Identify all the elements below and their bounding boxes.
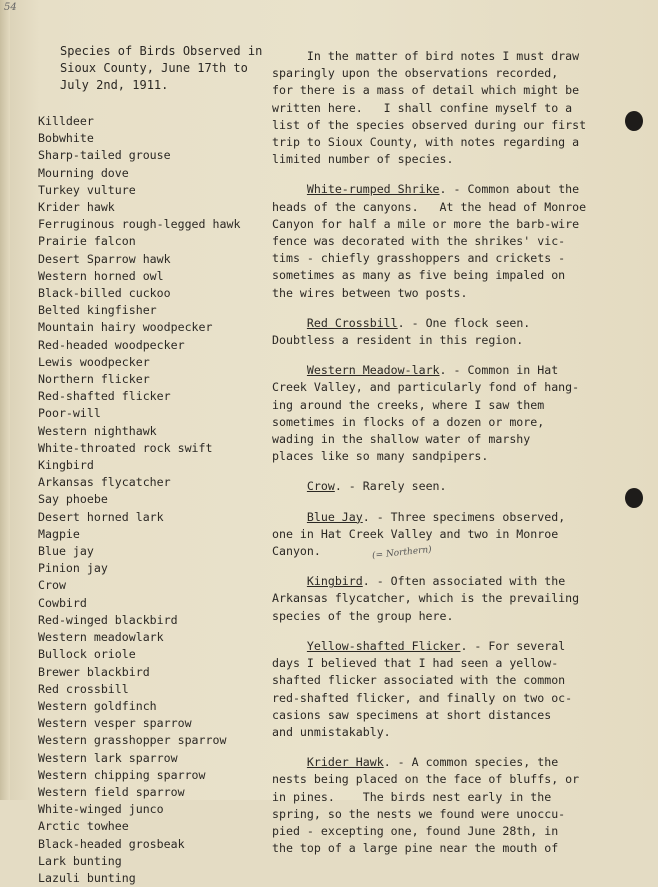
punch-hole-top — [625, 111, 643, 131]
species-item: Western lark sparrow — [38, 750, 178, 765]
species-item: Arctic towhee — [38, 819, 129, 834]
species-item: Magpie — [38, 526, 80, 541]
species-item: Red-headed woodpecker — [38, 337, 185, 352]
species-item: Northern flicker — [38, 372, 150, 387]
species-note-text: . - Common about the heads of the canyons. At the head of Monroe Canyon for half a mile or more the barb-wire fence was decorated with the shrikes' vic- tims - chiefly grasshoppers and crickets - sometimes as many as five being impaled on the wires between two posts. — [272, 182, 587, 300]
species-item: Desert Sparrow hawk — [38, 251, 171, 266]
species-item: Lark bunting — [38, 853, 122, 868]
species-note-name: Krider Hawk — [306, 755, 384, 770]
species-note — [272, 478, 612, 495]
species-item: Pinion jay — [38, 561, 108, 576]
species-item: Brewer blackbird — [38, 664, 150, 679]
species-note-name: Kingbird — [306, 574, 363, 589]
species-item: Krider hawk — [38, 200, 115, 215]
species-item: Western horned owl — [38, 268, 164, 283]
species-list-column — [38, 43, 278, 887]
species-note-text: . - Common in Hat Creek Valley, and particularly fond of hang- ing around the creeks, where I saw them sometimes in flocks of a dozen or more, wading in the shallow water of marshy places like so many sandpipers. — [272, 363, 580, 464]
species-item: Say phoebe — [38, 492, 108, 507]
species-note-text: . - A common species, the nests being placed on the face of bluffs, or in pines. The birds nest early in the spring, so the nests we found were unoccu- pied - excepting one, found June 28th, in the top of a large pine near the mouth of — [272, 755, 580, 856]
species-item: Bullock oriole — [38, 647, 136, 662]
species-note-name: White-rumped Shrike — [306, 182, 440, 197]
species-item: Killdeer — [38, 114, 94, 128]
species-item: Ferruginous rough-legged hawk — [38, 217, 241, 232]
species-note-name: Blue Jay — [306, 509, 363, 524]
species-item: Red crossbill — [38, 681, 129, 696]
species-item: Poor-will — [38, 406, 101, 421]
species-note-text: . - Three specimens observed, one in Hat Creek Valley and two in Monroe Canyon. — [272, 509, 566, 559]
species-item: Blue jay — [38, 544, 94, 559]
species-note-text: . - Rarely seen. — [334, 479, 447, 494]
species-note-name: Crow — [306, 479, 335, 494]
punch-hole-bottom — [625, 488, 643, 508]
species-item: Red-winged blackbird — [38, 612, 178, 627]
species-item: Black-billed cuckoo — [38, 286, 171, 301]
binding-edge — [0, 0, 10, 800]
species-note — [272, 638, 612, 741]
species-note-text: . - For several days I believed that I had seen a yellow- shafted flicker associated with the common red-shafted flicker, and finally on two oc- casions saw specimens at short distances and unmistakably. — [272, 638, 573, 739]
page-number: 54 — [4, 2, 17, 13]
species-note — [272, 573, 612, 625]
species-note-text: . - Often associated with the Arkansas flycatcher, which is the prevailing species of the group here. — [272, 574, 580, 623]
species-item: Western goldfinch — [38, 698, 157, 713]
species-item: Turkey vulture — [38, 182, 136, 197]
species-note-name: Western Meadow-lark — [306, 363, 440, 378]
species-item: Desert horned lark — [38, 509, 164, 524]
intro-paragraph: In the matter of bird notes I must draw sparingly upon the observations recorded, for there is a mass of detail which might be written here. I shall confine myself to a list of the species observed during our first trip to Sioux County, with notes regarding a limited number of species. — [272, 49, 587, 167]
species-item: Western nighthawk — [38, 423, 157, 438]
species-item: Belted kingfisher — [38, 303, 157, 318]
species-item: Cowbird — [38, 595, 87, 610]
species-item: Western meadowlark — [38, 630, 164, 645]
species-note-name: Yellow-shafted Flicker — [306, 638, 461, 653]
species-item: Lazuli bunting — [38, 870, 136, 885]
species-item: Prairie falcon — [38, 234, 136, 249]
species-note — [272, 315, 612, 349]
species-list — [38, 113, 278, 887]
species-item: White-throated rock swift — [38, 440, 213, 455]
species-item: White-winged junco — [38, 802, 164, 817]
species-item: Kingbird — [38, 458, 94, 473]
species-item: Western grasshopper sparrow — [38, 733, 227, 748]
bird-notes-column — [272, 48, 612, 870]
species-note — [272, 362, 612, 465]
species-note-name: Red Crossbill — [306, 315, 398, 330]
species-item: Lewis woodpecker — [38, 354, 150, 369]
species-note — [272, 754, 612, 857]
species-item: Red-shafted flicker — [38, 389, 171, 404]
species-item: Mountain hairy woodpecker — [38, 320, 213, 335]
species-item: Sharp-tailed grouse — [38, 148, 171, 163]
species-item: Bobwhite — [38, 131, 94, 146]
species-note — [272, 181, 612, 301]
species-item: Black-headed grosbeak — [38, 836, 185, 851]
species-item: Western field sparrow — [38, 784, 185, 799]
species-item: Arkansas flycatcher — [38, 475, 171, 490]
species-item: Western chipping sparrow — [38, 767, 206, 782]
species-item: Mourning dove — [38, 165, 129, 180]
species-item: Crow — [38, 578, 66, 593]
handwritten-annotation: (= Northern) — [371, 544, 433, 562]
species-note — [272, 509, 612, 561]
list-title: Species of Birds Observed in Sioux County, June 17th to July 2nd, 1911. — [60, 44, 263, 92]
species-item: Western vesper sparrow — [38, 716, 192, 731]
species-note-text: . - One flock seen. Doubtless a resident in this region. — [272, 315, 531, 348]
